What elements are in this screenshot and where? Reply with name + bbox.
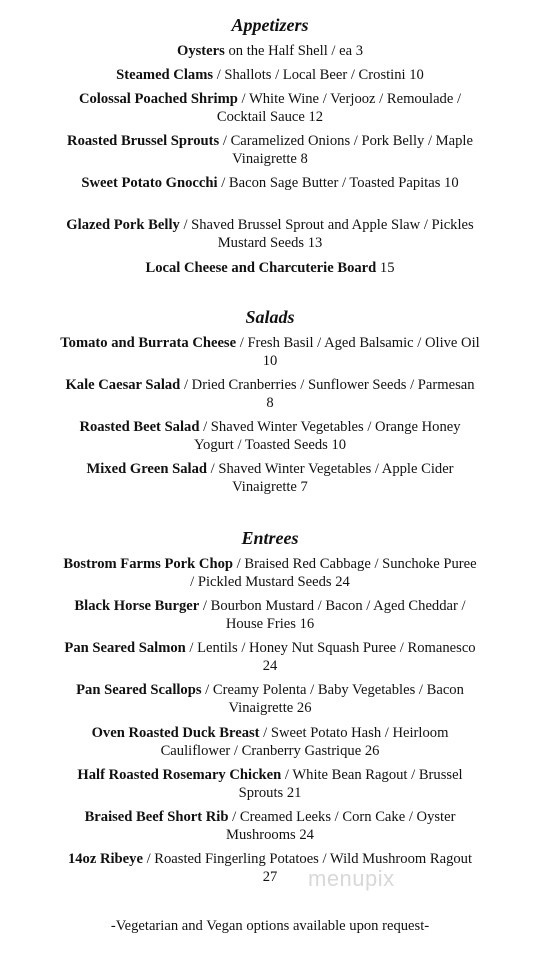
item-description: / Shaved Winter Vegetables / Orange Honey Yogurt / Toasted Seeds 10 xyxy=(193,419,461,453)
item-name: Pan Seared Scallops xyxy=(76,682,202,698)
item-name: Roasted Beet Salad xyxy=(79,419,200,435)
item-name: Kale Caesar Salad xyxy=(65,377,181,393)
item-description: 15 xyxy=(376,260,395,276)
menu-item xyxy=(60,681,480,717)
item-name: Colossal Poached Shrimp xyxy=(78,91,238,107)
menu-item xyxy=(60,334,480,370)
item-description: / White Bean Ragout / Brussel Sprouts 21 xyxy=(238,767,463,801)
menu-item xyxy=(60,766,480,802)
item-name: Glazed Pork Belly xyxy=(66,217,180,233)
item-description: / Bacon Sage Butter / Toasted Papitas 10 xyxy=(217,175,459,191)
footer-note: -Vegetarian and Vegan options available upon request- xyxy=(110,918,430,934)
item-name: Half Roasted Rosemary Chicken xyxy=(77,767,282,783)
menu-item xyxy=(60,639,480,675)
menu-item xyxy=(60,724,480,760)
menu-item xyxy=(60,418,480,454)
item-name: Oven Roasted Duck Breast xyxy=(91,725,260,741)
section-entrees xyxy=(0,527,540,549)
item-name: Steamed Clams xyxy=(116,67,214,83)
item-description: on the Half Shell / ea 3 xyxy=(224,43,364,59)
menu-item xyxy=(60,376,480,412)
menu-item xyxy=(60,460,480,496)
item-description: / Creamy Polenta / Baby Vegetables / Bacon Vinaigrette 26 xyxy=(201,682,464,716)
item-name: Pan Seared Salmon xyxy=(64,640,186,656)
item-name: Tomato and Burrata Cheese xyxy=(60,335,237,351)
item-description: / Roasted Fingerling Potatoes / Wild Mushroom Ragout 27 xyxy=(142,851,473,885)
item-name: Mixed Green Salad xyxy=(86,461,208,477)
section-appetizers xyxy=(0,14,540,36)
section-salads xyxy=(0,306,540,328)
item-description: / Caramelized Onions / Pork Belly / Maple Vinaigrette 8 xyxy=(219,133,473,167)
item-name: Oysters xyxy=(176,43,225,59)
menu-item xyxy=(60,808,480,844)
section-title: Appetizers xyxy=(231,15,309,35)
item-description: / Braised Red Cabbage / Sunchoke Puree / Pickled Mustard Seeds 24 xyxy=(190,556,477,590)
item-description: / Fresh Basil / Aged Balsamic / Olive Oil 10 xyxy=(236,335,480,369)
item-description: / Creamed Leeks / Corn Cake / Oyster Mushrooms 24 xyxy=(226,809,456,843)
section-title: Salads xyxy=(245,307,295,327)
item-name: Local Cheese and Charcuterie Board xyxy=(145,260,377,276)
menu-item xyxy=(60,174,480,192)
menu-item xyxy=(60,259,480,277)
item-description: / Shallots / Local Beer / Crostini 10 xyxy=(213,67,424,83)
item-description: / White Wine / Verjooz / Remoulade / Cocktail Sauce 12 xyxy=(216,91,462,125)
menu-item xyxy=(60,90,480,126)
menu-item xyxy=(60,42,480,60)
menu-item xyxy=(60,216,480,252)
menu-item xyxy=(60,555,480,591)
menu-item xyxy=(60,66,480,84)
section-title: Entrees xyxy=(241,528,299,548)
item-description: / Bourbon Mustard / Bacon / Aged Cheddar / House Fries 16 xyxy=(199,598,466,632)
item-name: 14oz Ribeye xyxy=(67,851,143,867)
item-description: / Lentils / Honey Nut Squash Puree / Romanesco 24 xyxy=(185,640,476,674)
item-name: Bostrom Farms Pork Chop xyxy=(63,556,233,572)
item-description: / Shaved Brussel Sprout and Apple Slaw / Pickles Mustard Seeds 13 xyxy=(179,217,474,251)
item-name: Sweet Potato Gnocchi xyxy=(81,175,218,191)
item-name: Braised Beef Short Rib xyxy=(84,809,229,825)
menupix-watermark: menupix xyxy=(308,866,395,891)
menu-item xyxy=(60,597,480,633)
item-name: Roasted Brussel Sprouts xyxy=(67,133,220,149)
item-description: / Dried Cranberries / Sunflower Seeds / Parmesan 8 xyxy=(180,377,475,411)
menu-item xyxy=(60,850,480,886)
item-name: Black Horse Burger xyxy=(74,598,200,614)
item-description: / Shaved Winter Vegetables / Apple Cider Vinaigrette 7 xyxy=(207,461,454,495)
menu-item xyxy=(60,132,480,168)
item-description: / Sweet Potato Hash / Heirloom Cauliflower / Cranberry Gastrique 26 xyxy=(160,725,449,759)
